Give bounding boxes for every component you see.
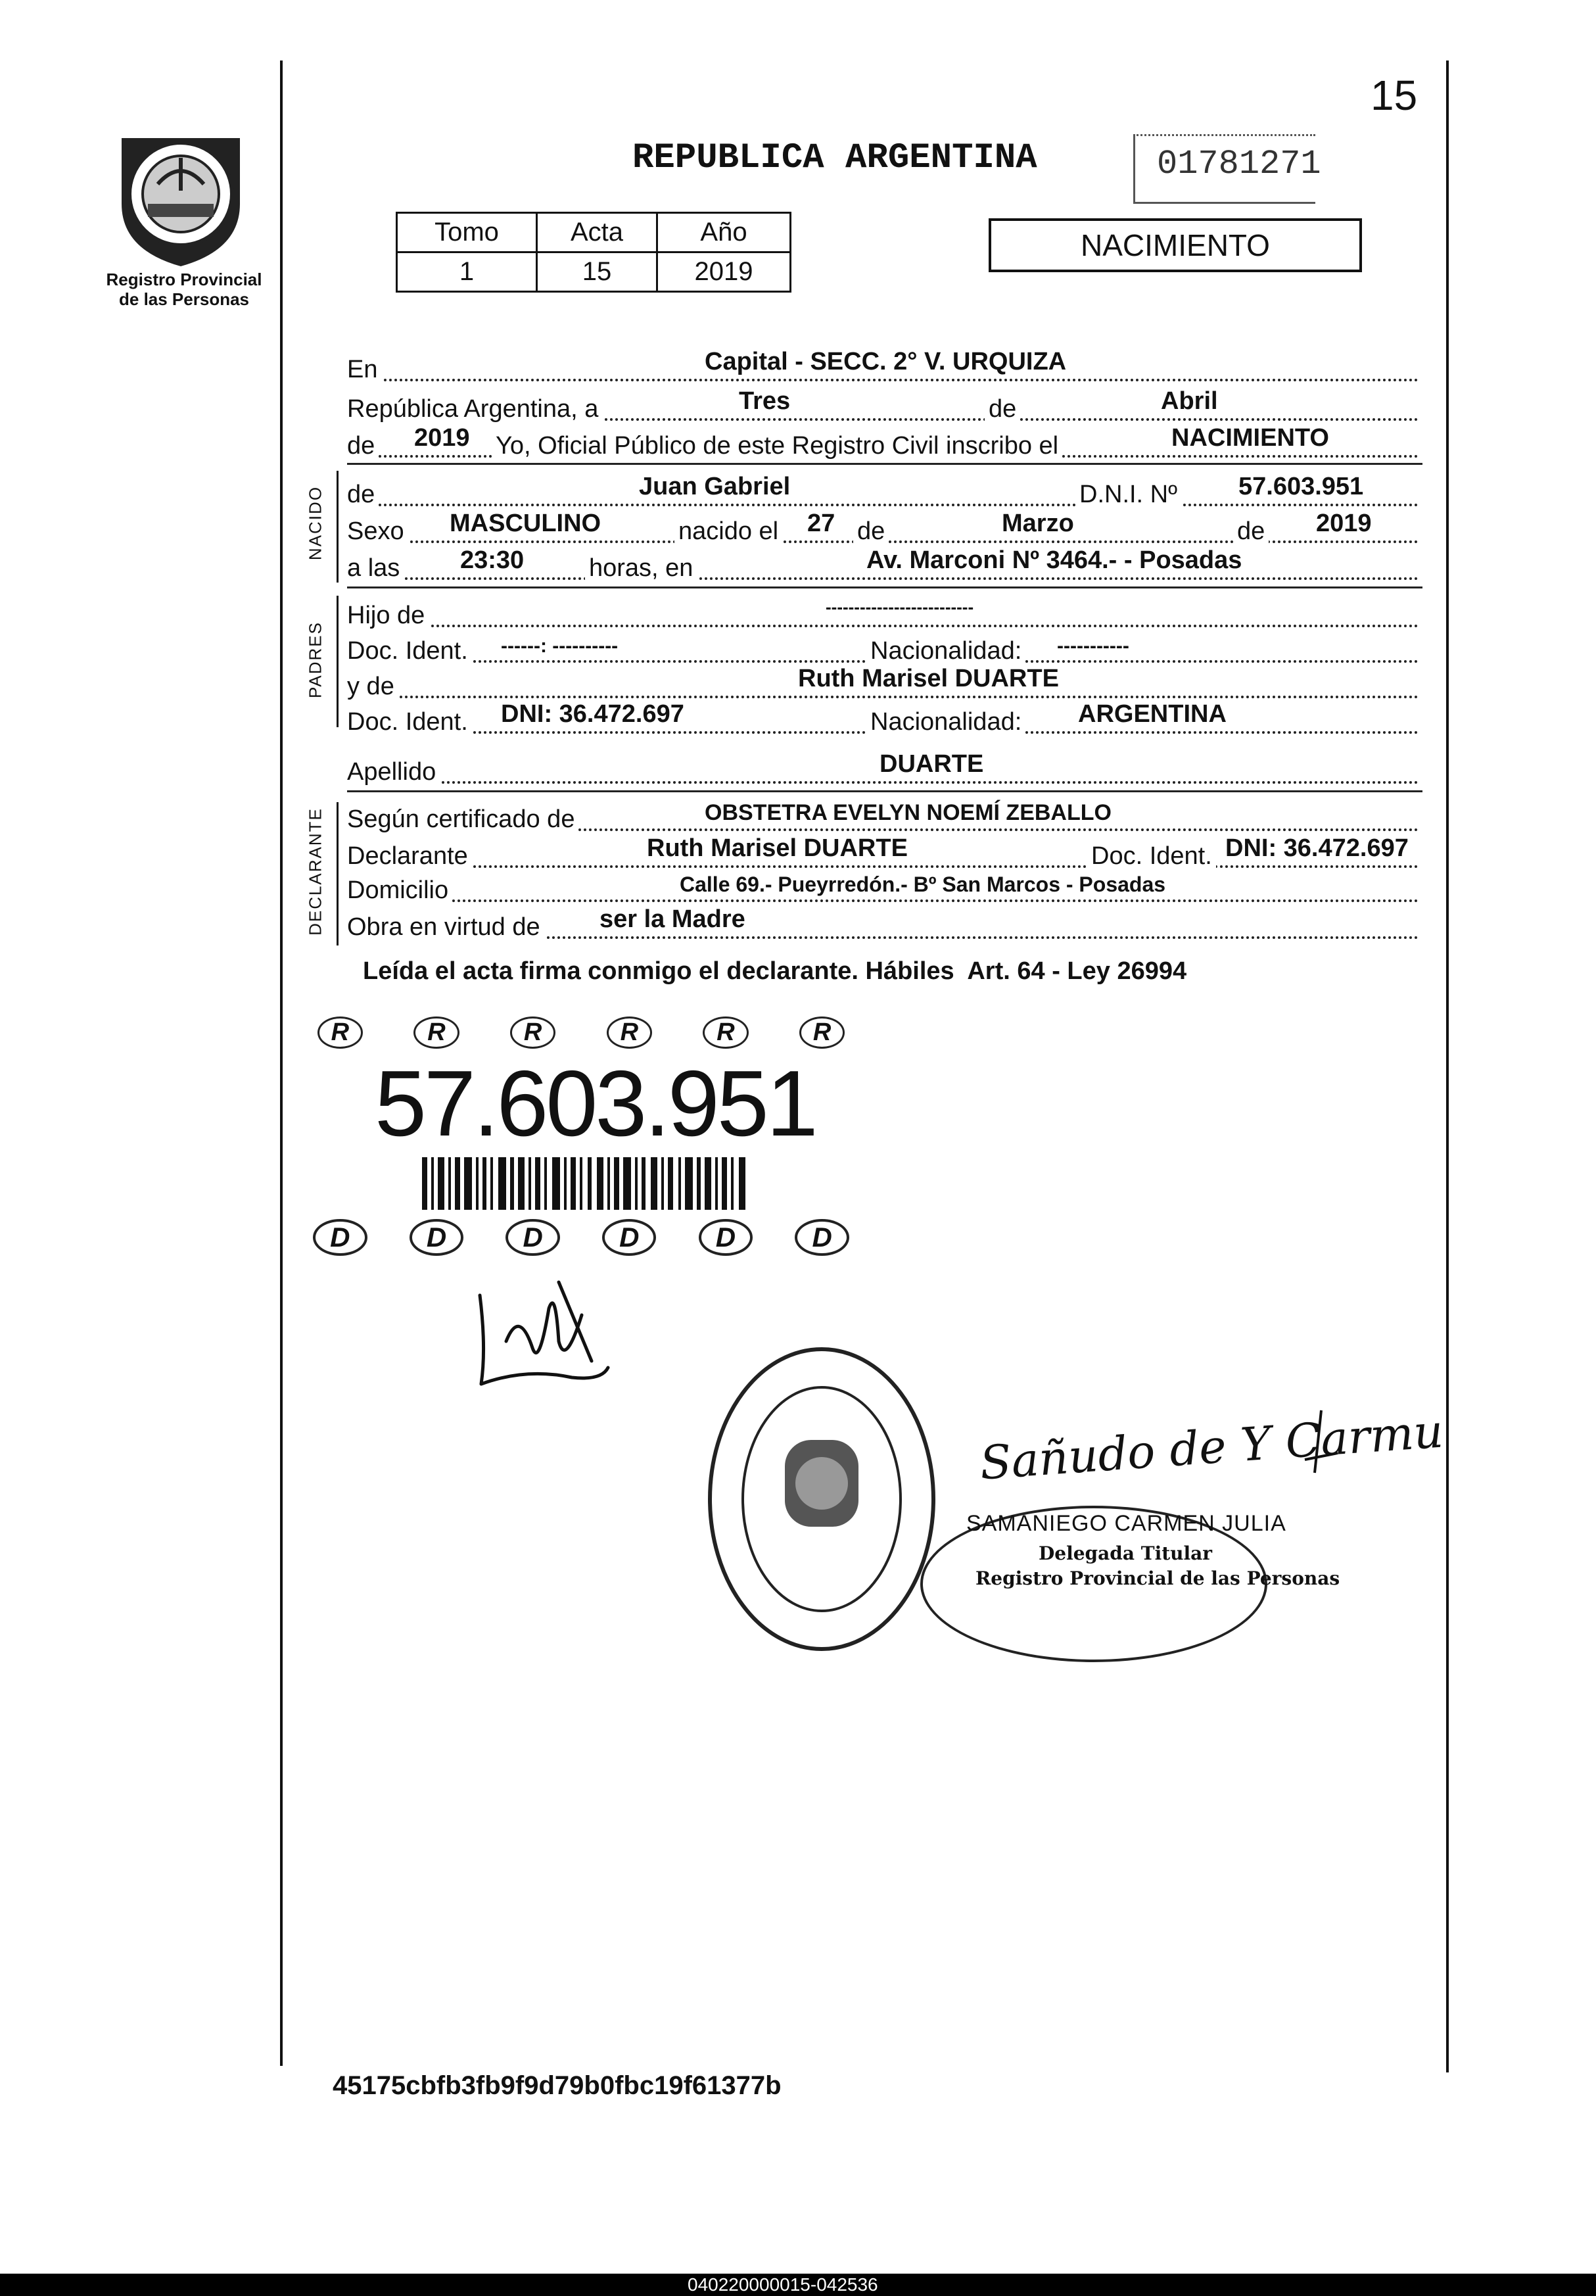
watermark-d-6: D (795, 1219, 849, 1256)
declarante-label: Declarante (347, 842, 472, 871)
sticker-bottom-watermark (292, 1218, 870, 1257)
place-value: Capital - SECC. 2° V. URQUIZA (705, 348, 1067, 375)
certificate-value: OBSTETRA EVELYN NOEMÍ ZEBALLO (705, 800, 1112, 825)
province-logo (105, 118, 256, 270)
horas-en-label: horas, en (585, 554, 697, 583)
value-tomo: 1 (397, 252, 537, 292)
father-doc-label: Doc. Ident. (347, 637, 472, 665)
birth-de2-label: de (1233, 517, 1269, 546)
watermark-r-1: R (317, 1016, 363, 1049)
birth-day-value: 27 (807, 510, 835, 537)
serial-number: 01781271 (1157, 145, 1321, 183)
sticker-number: 57.603.951 (375, 1051, 816, 1156)
footer-code: 040220000015-042536 (688, 2274, 878, 2295)
doc-type-box: NACIMIENTO (989, 218, 1362, 272)
hora-label: a las (347, 554, 404, 583)
officer-role: Delegada Titular (1039, 1543, 1213, 1564)
watermark-d-5: D (699, 1219, 753, 1256)
sticker-top-watermark (292, 1016, 870, 1048)
section-rule-1 (347, 463, 1422, 465)
mother-name-value: Ruth Marisel DUARTE (798, 665, 1059, 692)
hijo-label: Hijo de (347, 602, 429, 630)
oficial-text: Yo, Oficial Público de este Registro Civil inscribo el (492, 432, 1062, 460)
mother-doc-value: DNI: 36.472.697 (501, 700, 684, 728)
header-anio: Año (657, 213, 791, 252)
yde-label: y de (347, 673, 398, 701)
sexo-label: Sexo (347, 517, 408, 546)
official-seal (703, 1341, 940, 1657)
value-acta: 15 (537, 252, 657, 292)
birth-time-value: 23:30 (460, 546, 525, 574)
address-value: Calle 69.- Pueyrredón.- Bº San Marcos - Posadas (680, 873, 1166, 896)
surname-value: DUARTE (880, 750, 984, 778)
birth-place-value: Av. Marconi Nº 3464.- - Posadas (866, 546, 1242, 574)
certificado-label: Según certificado de (347, 805, 578, 834)
nacido-label: nacido el (674, 517, 782, 546)
sticker-barcode (422, 1157, 751, 1210)
de-label-1: de (985, 395, 1020, 423)
document-title: REPUBLICA ARGENTINA (632, 138, 1037, 178)
birth-month-value: Marzo (1002, 510, 1074, 537)
closing-statement: Leída el acta firma conmigo el declarante. Hábiles Art. 64 - Ley 26994 (363, 957, 1187, 985)
de-label-2: de (347, 432, 379, 460)
right-margin-line (1446, 60, 1449, 2072)
watermark-r-3: R (510, 1016, 555, 1049)
section-label-nacido: NACIDO (305, 485, 325, 561)
declarant-doc-value: DNI: 36.472.697 (1225, 834, 1409, 862)
obra-label: Obra en virtud de (347, 913, 544, 942)
nombre-label: de (347, 481, 379, 509)
apellido-label: Apellido (347, 758, 440, 786)
mother-doc-label: Doc. Ident. (347, 708, 472, 736)
watermark-r-6: R (799, 1016, 845, 1049)
record-table (396, 212, 791, 293)
logo-caption-line2: de las Personas (119, 289, 249, 309)
child-dni-value: 57.603.951 (1238, 473, 1364, 500)
officer-signature: Sañudo de Y Carmu (978, 1404, 1445, 1491)
republica-label: República Argentina, a (347, 395, 602, 423)
domicilio-label: Domicilio (347, 876, 452, 905)
day-value: Tres (739, 387, 791, 415)
logo-caption (85, 270, 283, 309)
capacity-value: ser la Madre (599, 905, 745, 933)
header-acta: Acta (537, 213, 657, 252)
watermark-r-4: R (607, 1016, 652, 1049)
header-tomo: Tomo (397, 213, 537, 252)
padres-bracket (337, 596, 339, 727)
sex-value: MASCULINO (450, 510, 601, 537)
section-label-padres: PADRES (305, 621, 325, 698)
watermark-d-2: D (410, 1219, 463, 1256)
section-rule-3 (347, 790, 1422, 792)
mother-nac-label: Nacionalidad: (866, 708, 1025, 736)
mother-nationality-value: ARGENTINA (1078, 700, 1227, 728)
watermark-d-4: D (602, 1219, 656, 1256)
value-anio: 2019 (657, 252, 791, 292)
father-value: -------------------------- (826, 597, 974, 617)
father-doc-value: ------: ---------- (501, 635, 619, 657)
watermark-d-1: D (313, 1219, 367, 1256)
dni-label: D.N.I. Nº (1075, 481, 1181, 509)
father-nationality-value: ----------- (1057, 635, 1129, 657)
month-value: Abril (1161, 387, 1218, 415)
watermark-d-3: D (505, 1219, 559, 1256)
nacido-bracket (337, 471, 339, 583)
watermark-r-5: R (703, 1016, 748, 1049)
declarant-value: Ruth Marisel DUARTE (647, 834, 908, 862)
officer-name: SAMANIEGO CARMEN JULIA (966, 1511, 1286, 1536)
declarant-doc-label: Doc. Ident. (1087, 842, 1216, 871)
section-rule-2 (347, 586, 1422, 588)
officer-org: Registro Provincial de las Personas (975, 1567, 1340, 1589)
logo-caption-line1: Registro Provincial (106, 270, 262, 289)
birth-de-label: de (853, 517, 889, 546)
watermark-r-2: R (413, 1016, 459, 1049)
left-margin-line (280, 60, 283, 2066)
declarant-signature (467, 1269, 624, 1400)
child-name-value: Juan Gabriel (639, 473, 791, 500)
en-label: En (347, 356, 381, 384)
act-type-value: NACIMIENTO (1171, 424, 1329, 452)
year-value: 2019 (414, 424, 470, 452)
section-label-declarante: DECLARANTE (305, 807, 325, 936)
document-hash: 45175cbfb3fb9f9d79b0fbc19f61377b (333, 2071, 782, 2100)
officer-signature-stroke (1302, 1407, 1341, 1479)
declarante-bracket (337, 802, 339, 945)
page-number: 15 (1371, 72, 1418, 119)
birth-year-value: 2019 (1316, 510, 1372, 537)
dni-sticker (292, 1016, 870, 1261)
father-nac-label: Nacionalidad: (866, 637, 1025, 665)
